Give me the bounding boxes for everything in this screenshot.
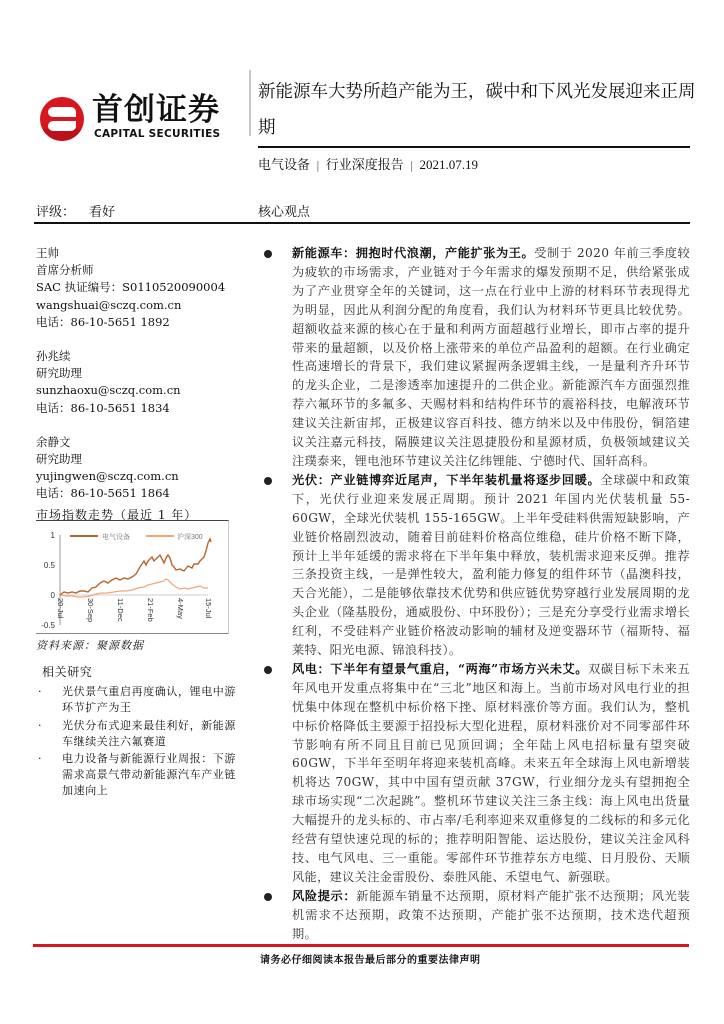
bullet-lead: 新能源车：拥抱时代浪潮，产能扩张为王。 [292,246,535,260]
bullet-dot-icon: · [38,752,43,766]
x-tick: 20-Jul [56,598,65,619]
line-chart [36,521,228,633]
x-tick: 4-May [176,598,185,619]
core-view-risk [258,887,690,944]
analyst-name: 孙兆续 [36,349,71,364]
industry-label: 电气设备 [258,158,311,173]
analyst-role: 研究助理 [36,366,82,381]
analyst-email[interactable]: yujingwen@sczq.com.cn [36,469,179,484]
chart-source: 资料来源：聚源数据 [36,639,144,652]
x-tick: 11-Dec [116,598,125,622]
y-tick: 0.5 [43,561,55,570]
analyst-phone: 电话：86-10-5651 1834 [36,400,170,415]
legal-notice: 请务必仔细阅读本报告最后部分的重要法律声明 [260,955,481,966]
bullet-text: 新能源车销量不达预期，原材料产能扩张不达预期；风光装机需求不达预期，政策不达预期，产能扩张不达预期，技术迭代超预期。 [292,888,690,941]
report-title: 新能源车大势所趋产能为王，碳中和下风光发展迎来正周期 [258,82,696,138]
rating-label: 评级： [36,205,76,220]
bullet-dot-icon: · [38,685,43,699]
related-item[interactable]: · 电力设备与新能源行业周报：下游需求高景气带动新能源汽车产业链加速向上 [38,752,236,798]
report-date: 2021.07.19 [419,157,478,172]
core-view-pv [258,471,690,660]
legend-series-2: 沪深300 [177,534,203,541]
y-tick: -0.5 [41,621,55,630]
title-underline [258,146,690,148]
rating-value: 看好 [89,205,116,220]
analyst-email[interactable]: sunzhaoxu@sczq.com.cn [36,383,181,398]
bullet-lead: 风险提示： [292,888,357,903]
chart-title: 市场指数走势（最近 1 年） [36,508,198,522]
analyst-sac: SAC 执证编号：S0110520090004 [36,280,226,295]
bullet-lead: 风电：下半年有望景气重启，“两海”市场方兴未艾。 [292,661,589,676]
bullet-dot-icon [264,477,272,485]
logo-s-icon [40,97,84,141]
related-research [36,664,241,801]
bullet-dot-icon [264,250,272,258]
logo-name-cn: 首创证券 [92,92,220,128]
bullet-dot-icon [264,893,272,901]
core-views-heading: 核心观点 [258,205,311,220]
analyst-name: 余静文 [36,434,71,449]
report-meta: 电气设备 | 行业深度报告 | 2021.07.19 [258,157,478,173]
analyst-role: 研究助理 [36,452,82,467]
analyst-card [36,348,236,417]
logo-name-en: CAPITAL SECURITIES [94,128,221,140]
bullet-dot-icon: · [38,718,43,732]
analyst-list [36,245,236,520]
bullet-text: 全球碳中和政策下，光伏行业迎来发展正周期。预计 2021 年国内光伏装机量 55-60GW，全球光伏装机 155-165GW。上半年受硅料供需短缺影响，产业链价格剧烈波动，随着目前硅料价格高位维稳，硅片价格不断下降，预计上半年延缓的需求将在下半年集中释放，装机需求迎来反弹。推荐三条投资主线，一是弹性较大，盈利能力修复的组件环节（晶澳科技，天合光能），二是能够依靠技术优势和供应链优势穿越行业发展周期的龙头企业（隆基股份，通威股份、中环股份）；三是充分享受行业需求增长红利，不受硅料产业链价格波动影响的辅材及逆变器环节（福斯特、福莱特、阳光电源、锦浪科技）。 [292,472,691,658]
header-divider [249,70,251,136]
footer-rule [33,944,689,947]
analyst-role: 首席分析师 [36,263,94,278]
rating [36,201,115,220]
x-tick: 21-Feb [146,598,155,622]
section-divider [34,222,690,224]
y-tick: 1 [50,531,55,540]
analyst-card [36,245,236,331]
analyst-name: 王帅 [36,246,59,260]
core-view-ev [258,244,690,471]
bullet-text: 受制于 2020 年前三季度较为疲软的市场需求，产业链对于今年需求的爆发预期不足，供给紧张成为了产业贯穿全年的关键词，这一点在行业中上游的材料环节表现得尤为明显，因此从利润分配的角度看，我们认为材料环节更具比较优势。超额收益来源的核心在于量和利两方面超越行业增长，即市占率的提升带来的量超额，以及价格上涨带来的单位产品盈利的超额。在行业确定性高速增长的背景下，我们建议紧握两条逻辑主线，一是量利齐升环节的龙头企业，二是渗透率加速提升的二供企业。新能源汽车方面强烈推荐六氟环节的多氟多、天赐材料和结构件环节的震裕科技，电解液环节建议关注新宙邦，正极建议容百科技、德方纳米以及中伟股份，铜箔建议关注嘉元科技，隔膜建议关注恩捷股份和星源材质，负极领域建议关注璞泰来，锂电池环节建议关注亿纬锂能、宁德时代、国轩高科。 [292,246,691,468]
bullet-text: 双碳目标下未来五年风电开发重点将集中在“三北”地区和海上。当前市场对风电行业的担忧集中体现在整机中标价格下挫、原材料涨价等方面。我们认为，整机中标价格降低主要源于招投标大型化进程，原材料涨价对不同零部件环节影响有所不同且目前已见顶回调；全年陆上风电招标量有望突破 60GW，下半年至明年将迎来装机高峰。未来五年全球海上风电新增装机将达 70GW，其中中国有望贡献 37GW，行业细分龙头有望拥抱全球市场实现“二次起跳”。整机环节建议关注三条主线：海上风电出货量大幅提升的龙头标的、市占率/毛利率迎来双重修复的二线标的和多元化经营有望快速兑现的标的；推荐明阳智能、运达股份，建议关注金风科技、电气风电、三一重能。零部件环节推荐东方电缆、日月股份、天顺风能，建议关注金雷股份、泰胜风能、禾望电气、新强联。 [292,661,690,884]
x-tick: 15-Jul [204,598,213,619]
company-logo [40,92,250,145]
analyst-email[interactable]: wangshuai@sczq.com.cn [36,297,182,312]
report-type: 行业深度报告 [325,158,404,173]
analyst-phone: 电话：86-10-5651 1892 [36,314,170,329]
analyst-phone: 电话：86-10-5651 1864 [36,486,170,501]
x-tick: 30-Sep [86,598,95,623]
related-research-heading: 相关研究 [42,665,93,679]
market-index-chart [36,520,229,634]
related-item[interactable]: · 光伏分布式迎来最佳利好，新能源车继续关注六氟赛道 [38,718,236,748]
analyst-card [36,434,236,503]
y-tick: 0 [50,591,55,600]
bullet-lead: 光伏：产业链博弈近尾声，下半年装机量将逐步回暖。 [292,472,601,487]
core-views [258,244,690,944]
related-item[interactable]: · 光伏景气重启再度确认，锂电中游环节扩产为王 [38,685,236,715]
legend-series-1: 电气设备 [102,533,130,541]
core-view-wind [258,660,690,887]
bullet-dot-icon [264,666,272,674]
